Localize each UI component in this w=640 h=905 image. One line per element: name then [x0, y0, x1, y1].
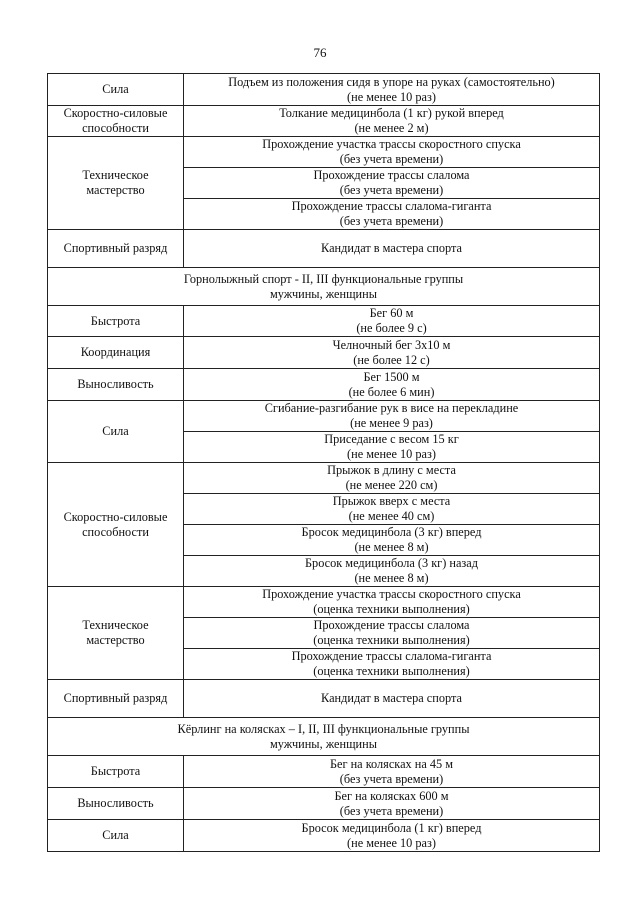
table-row — [48, 306, 600, 337]
category-cell: Быстрота — [48, 756, 184, 788]
table-row — [48, 106, 600, 137]
test-cell: Кандидат в мастера спорта — [184, 230, 600, 268]
category-cell: Быстрота — [48, 306, 184, 337]
test-cell: Бросок медицинбола (1 кг) вперед (не менее 10 раз) — [184, 820, 600, 852]
test-cell: Подъем из положения сидя в упоре на руках (самостоятельно) (не менее 10 раз) — [184, 74, 600, 106]
table-row — [48, 788, 600, 820]
table-row — [48, 369, 600, 401]
section-heading: Горнолыжный спорт - II, III функциональные группы мужчины, женщины — [48, 268, 600, 306]
table-row — [48, 337, 600, 369]
test-cell: Прохождение трассы слалома (без учета времени) — [184, 168, 600, 199]
table-row — [48, 463, 600, 494]
page-number: 76 — [313, 45, 327, 60]
category-cell: Скоростно-силовые способности — [48, 463, 184, 587]
test-cell: Кандидат в мастера спорта — [184, 680, 600, 718]
test-cell: Бег 1500 м (не более 6 мин) — [184, 369, 600, 401]
category-cell: Выносливость — [48, 369, 184, 401]
table-row — [48, 230, 600, 268]
test-cell: Прохождение участка трассы скоростного спуска (оценка техники выполнения) — [184, 587, 600, 618]
test-cell: Приседание с весом 15 кг (не менее 10 раз) — [184, 432, 600, 463]
test-cell: Бег на колясках 600 м (без учета времени) — [184, 788, 600, 820]
category-cell: Сила — [48, 401, 184, 463]
category-cell: Сила — [48, 74, 184, 106]
table-row — [48, 587, 600, 618]
category-cell: Скоростно-силовые способности — [48, 106, 184, 137]
category-cell: Техническое мастерство — [48, 137, 184, 230]
test-cell: Толкание медицинбола (1 кг) рукой вперед (не менее 2 м) — [184, 106, 600, 137]
test-cell: Прыжок в длину с места (не менее 220 см) — [184, 463, 600, 494]
test-cell: Бег на колясках на 45 м (без учета времени) — [184, 756, 600, 788]
category-cell: Спортивный разряд — [48, 680, 184, 718]
test-cell: Прохождение участка трассы скоростного спуска (без учета времени) — [184, 137, 600, 168]
table-row — [48, 756, 600, 788]
category-cell: Техническое мастерство — [48, 587, 184, 680]
category-cell: Выносливость — [48, 788, 184, 820]
table-row — [48, 401, 600, 432]
table-row — [48, 137, 600, 168]
test-cell: Сгибание-разгибание рук в висе на перекладине (не менее 9 раз) — [184, 401, 600, 432]
norms-table — [47, 73, 600, 852]
category-cell: Спортивный разряд — [48, 230, 184, 268]
test-cell: Бросок медицинбола (3 кг) назад (не менее 8 м) — [184, 556, 600, 587]
section-row — [48, 268, 600, 306]
test-cell: Прыжок вверх с места (не менее 40 см) — [184, 494, 600, 525]
test-cell: Бросок медицинбола (3 кг) вперед (не менее 8 м) — [184, 525, 600, 556]
category-cell: Сила — [48, 820, 184, 852]
section-heading: Кёрлинг на колясках – I, II, III функциональные группы мужчины, женщины — [48, 718, 600, 756]
table-row — [48, 74, 600, 106]
section-row — [48, 718, 600, 756]
test-cell: Прохождение трассы слалома-гиганта (без учета времени) — [184, 199, 600, 230]
test-cell: Бег 60 м (не более 9 с) — [184, 306, 600, 337]
table-row — [48, 680, 600, 718]
table-row — [48, 820, 600, 852]
test-cell: Прохождение трассы слалома (оценка техники выполнения) — [184, 618, 600, 649]
category-cell: Координация — [48, 337, 184, 369]
test-cell: Прохождение трассы слалома-гиганта (оценка техники выполнения) — [184, 649, 600, 680]
test-cell: Челночный бег 3х10 м (не более 12 с) — [184, 337, 600, 369]
